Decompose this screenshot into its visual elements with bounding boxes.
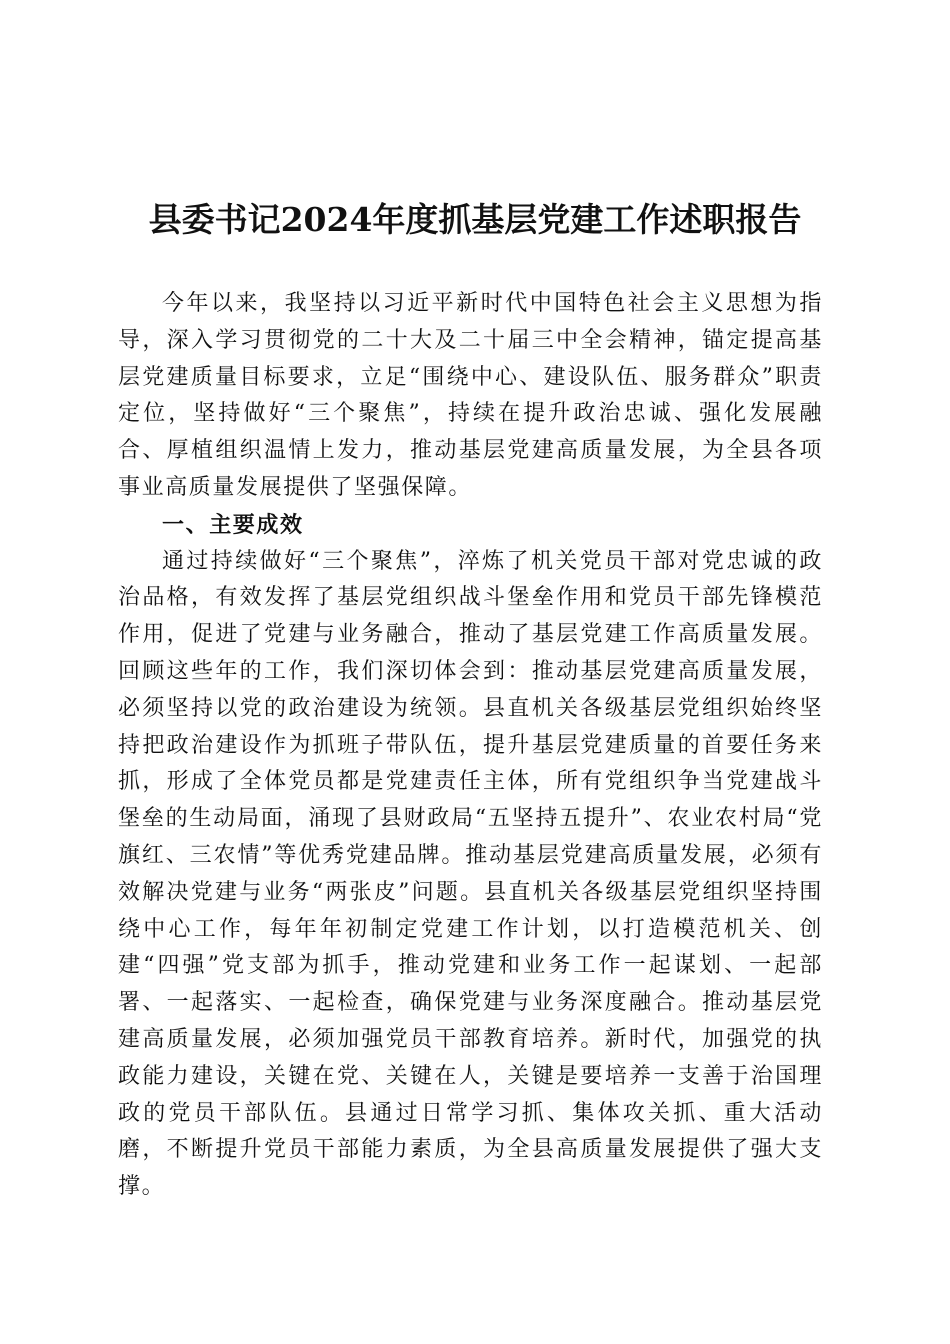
intro-paragraph: 今年以来，我坚持以习近平新时代中国特色社会主义思想为指导，深入学习贯彻党的二十大及二十届三中全会精神，锚定提高基层党建质量目标要求，立足“围绕中心、建设队伍、服务群众”职责定位，坚持做好“三个聚焦”，持续在提升政治忠诚、强化发展融合、厚植组织温情上发力，推动基层党建高质量发展，为全县各项事业高质量发展提供了坚强保障。: [118, 291, 823, 500]
section-heading-main-results: 一、主要成效: [162, 511, 304, 538]
section-paragraph-main-results: 通过持续做好“三个聚焦”，淬炼了机关党员干部对党忠诚的政治品格，有效发挥了基层党组织战斗堡垒作用和党员干部先锋模范作用，促进了党建与业务融合，推动了基层党建工作高质量发展。回顾这些年的工作，我们深切体会到：推动基层党建高质量发展，必须坚持以党的政治建设为统领。县直机关各级基层党组织始终坚持把政治建设作为抓班子带队伍，提升基层党建质量的首要任务来抓，形成了全体党员都是党建责任主体，所有党组织争当党建战斗堡垒的生动局面，涌现了县财政局“五坚持五提升”、农业农村局“党旗红、三农情”等优秀党建品牌。推动基层党建高质量发展，必须有效解决党建与业务“两张皮”问题。县直机关各级基层党组织坚持围绕中心工作，每年年初制定党建工作计划，以打造模范机关、创建“四强”党支部为抓手，推动党建和业务工作一起谋划、一起部署、一起落实、一起检查，确保党建与业务深度融合。推动基层党建高质量发展，必须加强党员干部教育培养。新时代，加强党的执政能力建设，关键在党、关键在人，关键是要培养一支善于治国理政的党员干部队伍。县通过日常学习抓、集体攻关抓、重大活动磨，不断提升党员干部能力素质，为全县高质量发展提供了强大支撑。: [118, 548, 823, 1200]
document-title: 县委书记2024年度抓基层党建工作述职报告: [148, 200, 802, 239]
document-body: [118, 286, 823, 1206]
